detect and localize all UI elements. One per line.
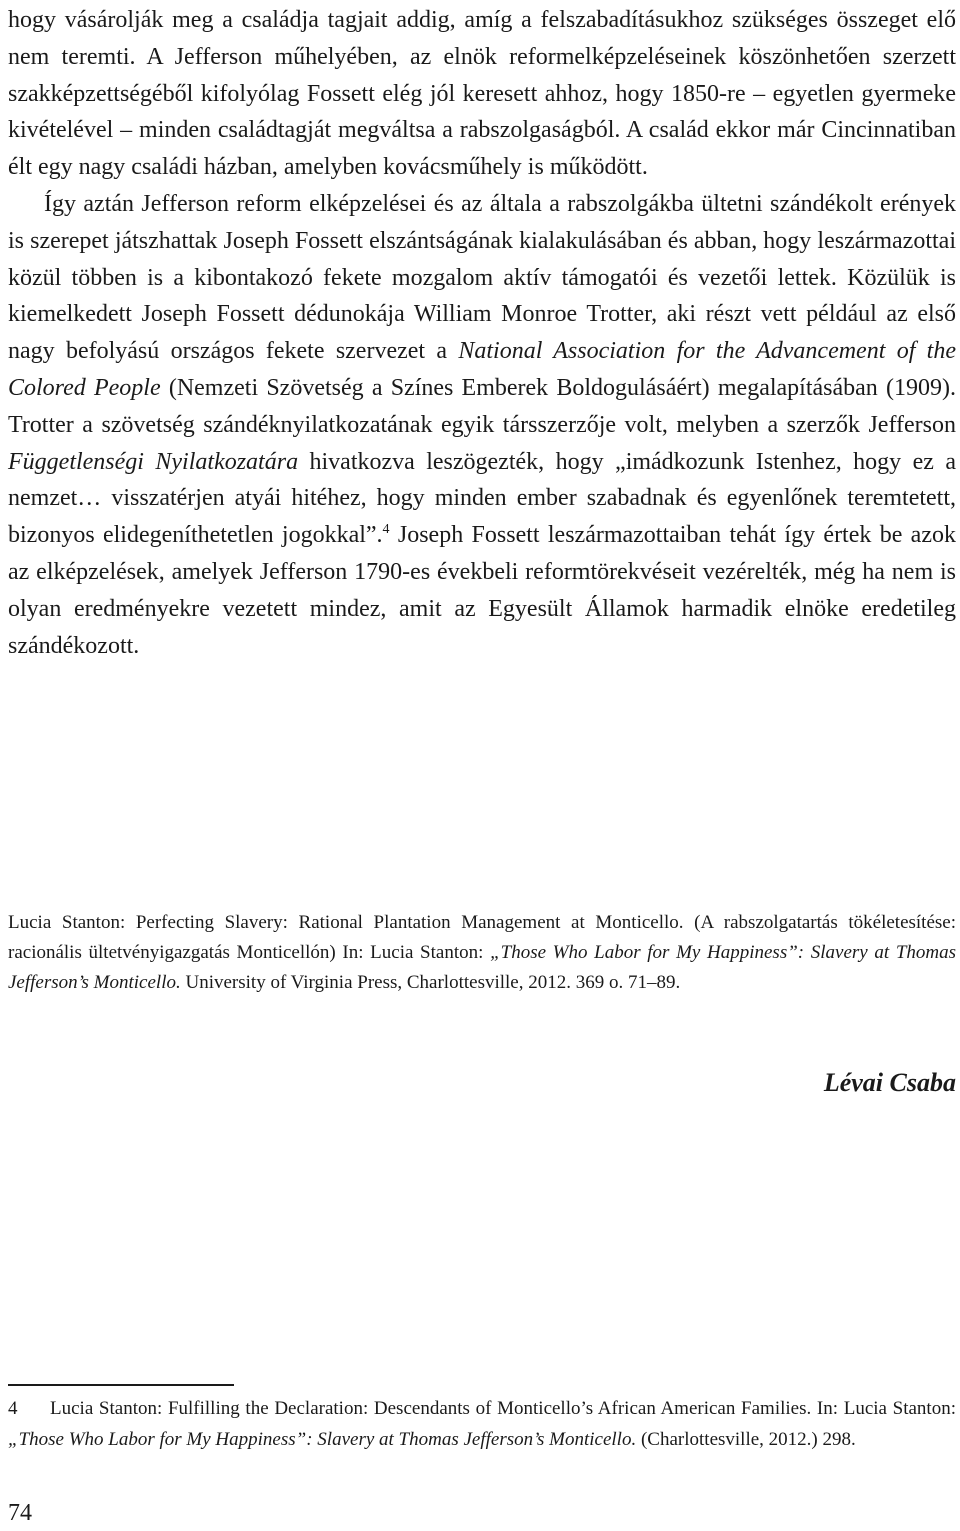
paragraph-2-text-c: hivatkozva leszögezték, hogy „imádkozunk Istenhez, hogy ez a nemzet… visszatérjen atyái hitéhez, hogy minden ember szabadnak és egyenlőnek teremtetett, bizonyos elidegeníthetetlen jogokkal”. xyxy=(8,448,956,549)
paragraph-1: hogy vásárolják meg a családja tagjait addig, amíg a felszabadításukhoz szükséges összeget elő nem teremti. A Jefferson műhelyében, az elnök reformelképzeléseinek köszönhetően szerzett szakképzettségéből kifolyólag Fossett elég jól keresett ahhoz, hogy 1850-re – egyetlen gyermeke kivételével – minden családtagját megváltsa a rabszolgaságból. A család ekkor már Cincinnatiban élt egy nagy családi házban, amelyben kovácsműhely is működött. xyxy=(8,7,956,181)
document-title: Függetlenségi Nyilatkozatára xyxy=(8,448,299,475)
footnote-number: 4 xyxy=(8,1398,18,1419)
footnote-marker: 4 xyxy=(382,522,390,538)
footnote xyxy=(8,1393,956,1455)
reference-book-title: „Those Who Labor for My Happiness”: Slavery at Thomas Jefferson’s Monticello. xyxy=(8,942,957,993)
article-body xyxy=(8,2,956,664)
reference-text-a: Lucia Stanton: Perfecting Slavery: Rational Plantation Management at Monticello. (A rabszolgatartás tökéletesítése: racionális ültetvényigazgatás Monticellón) In: Lucia Stanton: xyxy=(8,912,956,963)
source-reference xyxy=(8,908,956,998)
paragraph-2-text-a: Így aztán Jefferson reform elképzelései és az általa a rabszolgákba ültetni szándékolt erények is szerepet játszhattak Joseph Fossett elszántságának kialakulásában és abban, hogy leszármazottai közül többen is a kibontakozó fekete mozgalom aktív támogatói és vezetői lettek. Közülük is kiemelkedett Joseph Fossett dédunokája William Monroe Trotter, aki részt vett például az első nagy befolyású országos fekete szervezet a xyxy=(8,190,956,365)
organization-name: National Association for the Advancement of the Colored People xyxy=(8,338,956,401)
footnote-divider xyxy=(8,1384,234,1386)
paragraph-2-text-d: Joseph Fossett leszármazottaiban tehát így értek be azok az elképzelések, amelyek Jefferson 1790-es évekbeli reformtörekvéseit vezérelték, még ha nem is olyan eredményekre vezetett mindez, amit az Egyesült Államok harmadik elnöke eredetileg szándékozott. xyxy=(8,522,956,659)
paragraph-2 xyxy=(8,186,956,664)
paragraph-2-text-b: (Nemzeti Szövetség a Színes Emberek Boldogulásáért) megalapításában (1909). Trotter a szövetség szándéknyilatkozatának egyik társszerzője volt, melyben a szerzők Jefferson xyxy=(8,374,956,438)
reference-text-b: University of Virginia Press, Charlottesville, 2012. 369 o. 71–89. xyxy=(180,972,681,993)
footnote-text-b: (Charlottesville, 2012.) 298. xyxy=(636,1429,856,1450)
footnote-book-title: „Those Who Labor for My Happiness”: Slavery at Thomas Jefferson’s Monticello. xyxy=(8,1429,637,1450)
page-number: 74 xyxy=(8,1500,32,1526)
document-page xyxy=(8,0,956,1531)
footnote-text-a: Lucia Stanton: Fulfilling the Declaration: Descendants of Monticello’s African American Families. In: Lucia Stanton: xyxy=(50,1398,956,1419)
author-signature: Lévai Csaba xyxy=(823,1068,956,1097)
